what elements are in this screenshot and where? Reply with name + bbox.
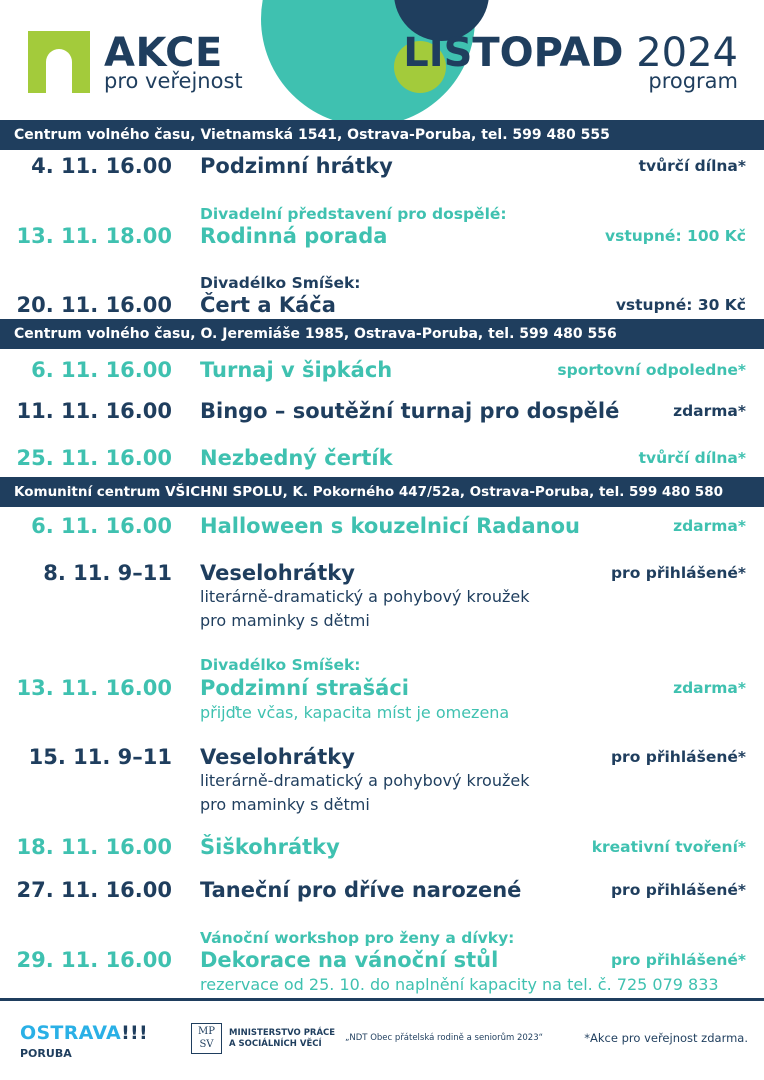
event-title: Čert a Káča <box>200 293 336 317</box>
event-tag: pro přihlášené* <box>610 951 746 969</box>
mpsv-logo-top: MP <box>198 1026 215 1037</box>
event-title: Turnaj v šipkách <box>200 358 393 382</box>
ministry-name-line1: MINISTERSTVO PRÁCE <box>229 1028 336 1038</box>
event-description: přijďte včas, kapacita míst je omezena <box>200 703 510 722</box>
event-description: literárně-dramatický a pohybový kroužek <box>200 587 530 606</box>
event-title: Halloween s kouzelnicí Radanou <box>200 514 580 538</box>
event-date: 13. 11. 18.00 <box>16 224 172 248</box>
event-description: rezervace od 25. 10. do naplnění kapacity na tel. č. 725 079 833 <box>200 975 719 994</box>
event-title: Nezbedný čertík <box>200 446 393 470</box>
event-date: 20. 11. 16.00 <box>16 293 172 317</box>
event-pretitle: Divadélko Smíšek: <box>200 656 361 674</box>
event-date: 8. 11. 9–11 <box>43 561 172 585</box>
venue-bar: Centrum volného času, O. Jeremiáše 1985, Ostrava-Poruba, tel. 599 480 556 <box>0 319 764 349</box>
event-tag: zdarma* <box>673 517 746 535</box>
ministry-name <box>229 1028 335 1050</box>
district-name: PORUBA <box>20 1047 72 1060</box>
ostrava-logo-marks: !!! <box>121 1022 148 1044</box>
footnote: *Akce pro veřejnost zdarma. <box>584 1031 748 1045</box>
event-tag: vstupné: 100 Kč <box>605 227 746 245</box>
event-pretitle: Divadélko Smíšek: <box>200 274 361 292</box>
event-title: Šiškohrátky <box>200 835 340 859</box>
event-date: 27. 11. 16.00 <box>16 878 172 902</box>
header-year: 2024 <box>636 30 738 76</box>
header-subtitle: pro veřejnost <box>104 69 243 93</box>
event-date: 4. 11. 16.00 <box>31 154 172 178</box>
footer-divider <box>0 998 764 1001</box>
event-tag: vstupné: 30 Kč <box>615 296 746 314</box>
venue-bar: Komunitní centrum VŠICHNI SPOLU, K. Pokorného 447/52a, Ostrava-Poruba, tel. 599 480 580 <box>0 477 764 507</box>
event-title: Veselohrátky <box>200 745 355 769</box>
event-date: 11. 11. 16.00 <box>16 399 172 423</box>
event-title: Podzimní strašáci <box>200 676 409 700</box>
event-date: 6. 11. 16.00 <box>31 514 172 538</box>
event-tag: zdarma* <box>673 402 746 420</box>
event-tag: pro přihlášené* <box>610 881 746 899</box>
event-title: Rodinná porada <box>200 224 388 248</box>
event-date: 13. 11. 16.00 <box>16 676 172 700</box>
award-text: „NDT Obec přátelská rodině a seniorům 2023“ <box>345 1033 544 1043</box>
event-title: Bingo – soutěžní turnaj pro dospělé <box>200 399 620 423</box>
venue-bar: Centrum volného času, Vietnamská 1541, Ostrava-Poruba, tel. 599 480 555 <box>0 120 764 150</box>
event-description: literárně-dramatický a pohybový kroužek <box>200 771 530 790</box>
poruba-logo-notch <box>46 49 72 93</box>
event-title: Taneční pro dříve narozené <box>200 878 522 902</box>
event-tag: tvůrčí dílna* <box>638 157 746 175</box>
event-tag: tvůrčí dílna* <box>638 449 746 467</box>
ministry-name-line2: A SOCIÁLNÍCH VĚCÍ <box>229 1039 322 1049</box>
header-title: AKCE <box>104 30 223 76</box>
event-pretitle: Vánoční workshop pro ženy a dívky: <box>200 929 515 947</box>
event-tag: pro přihlášené* <box>610 564 746 582</box>
ostrava-logo-text: OSTRAVA <box>20 1022 122 1044</box>
mpsv-logo-bottom: SV <box>199 1039 214 1050</box>
event-date: 15. 11. 9–11 <box>28 745 172 769</box>
header-program: program <box>648 69 738 93</box>
event-title: Dekorace na vánoční stůl <box>200 948 499 972</box>
event-date: 18. 11. 16.00 <box>16 835 172 859</box>
event-date: 6. 11. 16.00 <box>31 358 172 382</box>
event-tag: pro přihlášené* <box>610 748 746 766</box>
event-date: 29. 11. 16.00 <box>16 948 172 972</box>
event-tag: sportovní odpoledne* <box>557 361 746 379</box>
mpsv-logo <box>191 1023 222 1054</box>
event-tag: zdarma* <box>673 679 746 697</box>
event-title: Podzimní hrátky <box>200 154 393 178</box>
event-tag: kreativní tvoření* <box>591 838 746 856</box>
event-description: pro maminky s dětmi <box>200 795 370 814</box>
ostrava-logo <box>20 1022 148 1044</box>
event-title: Veselohrátky <box>200 561 355 585</box>
header-month: LISTOPAD <box>403 30 624 76</box>
event-date: 25. 11. 16.00 <box>16 446 172 470</box>
event-pretitle: Divadelní představení pro dospělé: <box>200 205 507 223</box>
event-description: pro maminky s dětmi <box>200 611 370 630</box>
